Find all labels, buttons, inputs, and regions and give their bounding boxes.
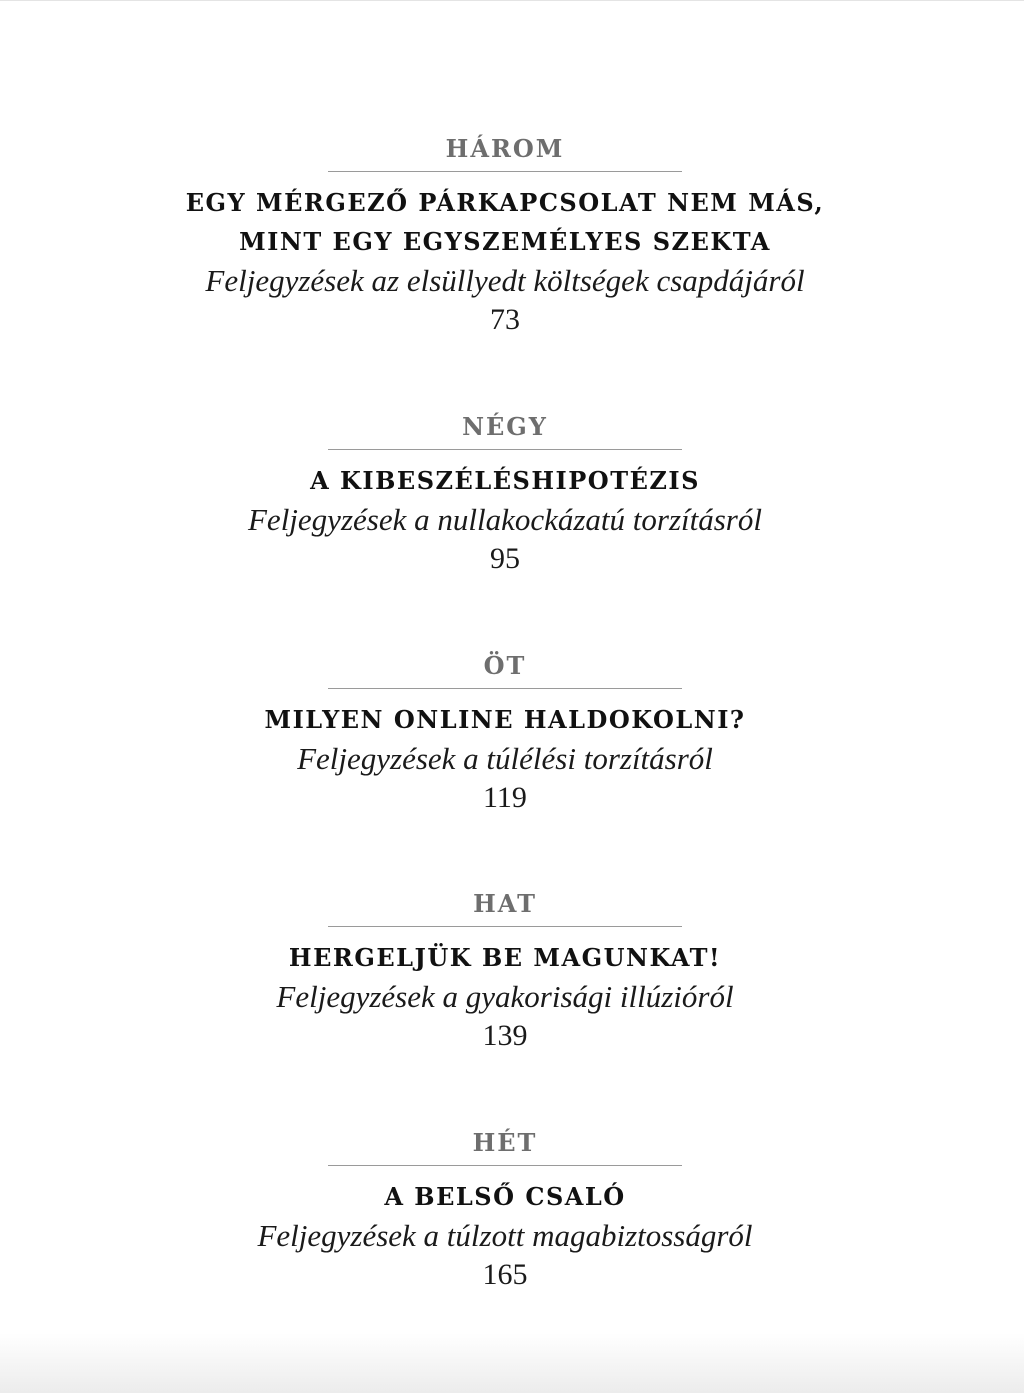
page-bottom-shadow bbox=[0, 1333, 1024, 1393]
chapter-subtitle: Feljegyzések az elsüllyedt költségek csapdájáról bbox=[205, 263, 805, 298]
toc-entry-chapter-4[interactable] bbox=[0, 412, 1010, 579]
chapter-title-line: MILYEN ONLINE HALDOKOLNI? bbox=[264, 705, 746, 734]
chapter-title bbox=[0, 938, 1010, 977]
chapter-number: ÖT bbox=[483, 651, 527, 680]
chapter-page-number: 95 bbox=[490, 542, 520, 575]
divider-rule bbox=[328, 926, 682, 927]
chapter-subtitle: Feljegyzések a gyakorisági illúzióról bbox=[276, 979, 734, 1014]
chapter-title-line: MINT EGY EGYSZEMÉLYES SZEKTA bbox=[239, 227, 771, 256]
chapter-subtitle: Feljegyzések a túlélési torzításról bbox=[297, 741, 713, 776]
chapter-page-number: 119 bbox=[483, 781, 527, 814]
chapter-title-line: EGY MÉRGEZŐ PÁRKAPCSOLAT NEM MÁS, bbox=[185, 188, 825, 217]
chapter-title-line: A BELSŐ CSALÓ bbox=[384, 1182, 626, 1211]
chapter-title-line: A KIBESZÉLÉSHIPOTÉZIS bbox=[310, 466, 700, 495]
chapter-title bbox=[0, 1177, 1010, 1216]
chapter-number: HÁROM bbox=[445, 134, 565, 163]
divider-rule bbox=[328, 449, 682, 450]
toc-entry-chapter-3[interactable] bbox=[0, 134, 1010, 340]
chapter-number: HÉT bbox=[472, 1128, 538, 1157]
chapter-title bbox=[0, 183, 1010, 261]
chapter-page-number: 73 bbox=[490, 303, 520, 336]
chapter-title bbox=[0, 461, 1010, 500]
chapter-number: HAT bbox=[473, 889, 537, 918]
chapter-page-number: 139 bbox=[482, 1019, 528, 1052]
toc-entry-chapter-7[interactable] bbox=[0, 1128, 1010, 1295]
divider-rule bbox=[328, 1165, 682, 1166]
chapter-title-line: HERGELJÜK BE MAGUNKAT! bbox=[288, 943, 722, 972]
chapter-subtitle: Feljegyzések a nullakockázatú torzításról bbox=[248, 502, 762, 537]
chapter-title bbox=[0, 700, 1010, 739]
chapter-number: NÉGY bbox=[462, 412, 548, 441]
chapter-page-number: 165 bbox=[482, 1258, 528, 1291]
toc-entry-chapter-5[interactable] bbox=[0, 651, 1010, 818]
divider-rule bbox=[328, 171, 682, 172]
divider-rule bbox=[328, 688, 682, 689]
chapter-subtitle: Feljegyzések a túlzott magabiztosságról bbox=[257, 1218, 753, 1253]
toc-entry-chapter-6[interactable] bbox=[0, 889, 1010, 1056]
